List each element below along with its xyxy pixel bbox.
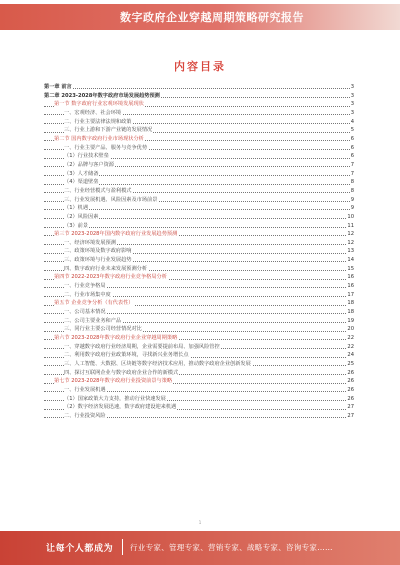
toc-entry-page: 9 — [350, 205, 354, 212]
toc-entry[interactable] — [44, 109, 354, 118]
toc-entry-label: 第二节 国内数字政府行业市场现状分析 — [54, 135, 144, 142]
toc-entry[interactable] — [44, 187, 354, 196]
toc-entry-label: 第五节 企业竞争分析（有代表性） — [54, 300, 134, 307]
toc-entry-page: 6 — [350, 153, 354, 160]
toc-entry-label: 三、政策环境与行业发展趋势 — [64, 257, 132, 264]
toc-entry-label: （2）品牌与客户资源 — [64, 161, 114, 168]
toc-entry-page: 7 — [350, 170, 354, 177]
toc-entry-label: 一、行业竞争格局 — [64, 283, 106, 290]
toc-entry-page: 4 — [350, 118, 354, 125]
toc-entry-page: 26 — [347, 378, 354, 385]
toc-entry-label: 四、数字政府行业未来发展预测分析 — [64, 265, 148, 272]
toc-entry[interactable] — [44, 395, 354, 404]
toc-entry-page: 6 — [350, 144, 354, 151]
toc-entry-label: 三、人工智能、大数据、区块链等数字经济技术应用，推动数字政府企业创新发展 — [64, 361, 251, 367]
toc-entry-page: 16 — [347, 274, 354, 281]
toc-entry-label: 一、经济环境发展预测 — [64, 239, 116, 246]
toc-entry[interactable] — [44, 256, 354, 265]
toc-entry-page: 6 — [350, 135, 354, 142]
toc-entry[interactable] — [44, 152, 354, 161]
toc-entry[interactable] — [44, 222, 354, 231]
toc-entry-page: 13 — [347, 248, 354, 255]
toc-entry-page: 3 — [350, 84, 354, 90]
toc-entry[interactable] — [44, 386, 354, 395]
toc-entry-label: 一、行业发展机遇 — [64, 386, 106, 393]
toc-entry[interactable] — [44, 126, 354, 135]
toc-entry-label: 第一章 前言 — [44, 84, 72, 90]
toc-entry[interactable] — [44, 325, 354, 334]
toc-entry[interactable] — [44, 369, 354, 378]
toc-entry-page: 3 — [350, 109, 354, 116]
toc-entry-page: 26 — [347, 369, 354, 376]
toc-entry-label: 二、公司主要业务和产品 — [64, 317, 122, 324]
toc-entry-label: （3）人才储备 — [64, 170, 99, 177]
toc-entry-label: 四、探讨互联网企业与数字政府企业合作的新模式 — [64, 369, 179, 376]
toc-entry-page: 17 — [347, 291, 354, 298]
toc-entry-page: 8 — [350, 179, 354, 186]
toc-entry-label: （2）风险因素 — [64, 213, 99, 220]
toc-entry-page: 25 — [347, 361, 354, 367]
toc-entry[interactable] — [44, 92, 354, 101]
toc-entry[interactable] — [44, 161, 354, 170]
toc-entry[interactable] — [44, 317, 354, 326]
toc-entry-label: （3）前景 — [64, 222, 89, 229]
toc-entry[interactable] — [44, 265, 354, 274]
toc-entry[interactable] — [44, 360, 354, 369]
toc-entry[interactable] — [44, 334, 354, 343]
toc-entry-page: 15 — [347, 265, 354, 272]
toc-entry-label: （1）行业技术壁垒 — [64, 153, 109, 160]
toc-entry-label: 第一节 数字政府行业宏观环境发展现状 — [54, 101, 144, 108]
toc-entry[interactable] — [44, 204, 354, 213]
toc-entry-page: 9 — [350, 196, 354, 203]
page-number: 1 — [198, 520, 202, 525]
toc-entry-page: 5 — [350, 127, 354, 134]
toc-entry[interactable] — [44, 291, 354, 300]
toc-entry-label: 二、政策环境及数字政府影响 — [64, 248, 132, 255]
toc-entry-page: 18 — [347, 309, 354, 316]
toc-entry-label: 三、同行业主要公司经营情况对比 — [64, 326, 142, 333]
toc-entry-page: 14 — [347, 257, 354, 264]
toc-entry-page: 27 — [347, 404, 354, 411]
toc-entry[interactable] — [44, 282, 354, 291]
toc-entry[interactable] — [44, 351, 354, 360]
toc-entry-page: 26 — [347, 386, 354, 393]
footer-tagline: 行业专家、管理专家、营销专家、战略专家、咨询专家…… — [130, 543, 333, 552]
toc-entry[interactable] — [44, 196, 354, 205]
report-title: 数字政府企业穿越周期策略研究报告 — [120, 11, 304, 24]
toc-entry-label: 二、行业投资风险 — [64, 412, 106, 419]
toc-entry[interactable] — [44, 247, 354, 256]
toc-entry-label: 第三节 2023-2028年国内数字政府行业发展趋势预测 — [54, 231, 178, 238]
table-of-contents — [44, 83, 354, 421]
toc-entry[interactable] — [44, 273, 354, 282]
toc-entry-page: 12 — [347, 239, 354, 246]
toc-entry-label: 一、行业主要产品、服务与竞争优势 — [64, 144, 148, 151]
toc-entry-label: 二、行业经营模式与盈利模式 — [64, 187, 132, 194]
toc-entry[interactable] — [44, 213, 354, 222]
toc-entry-page: 18 — [347, 300, 354, 307]
toc-entry-page: 24 — [347, 352, 354, 359]
toc-entry-label: 一、宏观经济、社会环境 — [64, 109, 122, 116]
toc-entry[interactable] — [44, 144, 354, 153]
toc-entry[interactable] — [44, 118, 354, 127]
toc-entry-label: 第六节 2023-2028年数字政府行业企业穿越周期策略 — [54, 335, 178, 342]
toc-entry[interactable] — [44, 135, 354, 144]
toc-entry[interactable] — [44, 170, 354, 179]
footer-divider — [122, 539, 123, 555]
toc-entry-page: 22 — [347, 343, 354, 350]
toc-entry-page: 12 — [347, 231, 354, 238]
toc-entry-label: 第七节 2023-2028年数字政府行业投资前景与策略 — [54, 378, 173, 385]
toc-heading: 内容目录 — [174, 60, 226, 73]
toc-entry-page: 11 — [347, 222, 354, 229]
toc-entry[interactable] — [44, 403, 354, 412]
toc-leader-dots — [44, 227, 350, 228]
toc-entry[interactable] — [44, 100, 354, 109]
toc-entry-page: 3 — [350, 101, 354, 108]
toc-entry-label: （2）数字经济发展迅速，数字政府建设迎来机遇 — [64, 404, 177, 411]
toc-entry[interactable] — [44, 239, 354, 248]
toc-entry-page: 3 — [350, 92, 354, 99]
footer-slogan: 让每个人都成为 — [46, 544, 114, 554]
toc-entry-label: （1）机遇 — [64, 205, 89, 212]
toc-entry[interactable] — [44, 230, 354, 239]
toc-entry-page: 26 — [347, 395, 354, 402]
toc-entry-label: 第二章 2023-2028年数字政府市场发展趋势预测 — [44, 92, 160, 99]
toc-entry-label: 一、公司基本情况 — [64, 309, 106, 316]
toc-entry[interactable] — [44, 83, 354, 92]
toc-leader-dots — [44, 88, 350, 89]
toc-entry[interactable] — [44, 308, 354, 317]
toc-entry-label: （4）渠道壁垒 — [64, 179, 99, 186]
toc-entry-label: 第四节 2022-2023年数字政府行业竞争格局分析 — [54, 274, 167, 281]
toc-entry-label: 三、行业上游和下游产业链的发展情况 — [64, 127, 153, 134]
toc-entry-label: 三、行业发展机遇、风险因素及市场前景 — [64, 196, 158, 203]
toc-entry-page: 8 — [350, 187, 354, 194]
toc-entry-page: 19 — [347, 317, 354, 324]
toc-entry[interactable] — [44, 412, 354, 421]
toc-entry-label: 二、行业市场集中度 — [64, 291, 111, 298]
toc-entry-label: （1）国家政策大力支持，推动行业快速发展 — [64, 395, 166, 402]
toc-entry-page: 10 — [347, 213, 354, 220]
toc-entry[interactable] — [44, 299, 354, 308]
toc-entry[interactable] — [44, 343, 354, 352]
toc-entry-page: 16 — [347, 283, 354, 290]
toc-leader-dots — [44, 209, 350, 210]
toc-entry-page: 22 — [347, 335, 354, 342]
toc-entry-label: 二、行业主要法律法规和政策 — [64, 118, 132, 125]
page-header — [0, 0, 400, 33]
toc-entry-label: 二、利用数字政府行业政策环境，寻找新兴业务增长点 — [64, 352, 189, 359]
toc-entry[interactable] — [44, 377, 354, 386]
toc-entry-page: 20 — [347, 326, 354, 333]
toc-entry[interactable] — [44, 178, 354, 187]
toc-entry-label: 一、穿越数字政府行业经济周期，企业需要提前布局、加强风险管控 — [64, 343, 220, 350]
toc-entry-page: 7 — [350, 161, 354, 168]
page-footer — [0, 531, 400, 565]
toc-entry-page: 27 — [347, 412, 354, 419]
